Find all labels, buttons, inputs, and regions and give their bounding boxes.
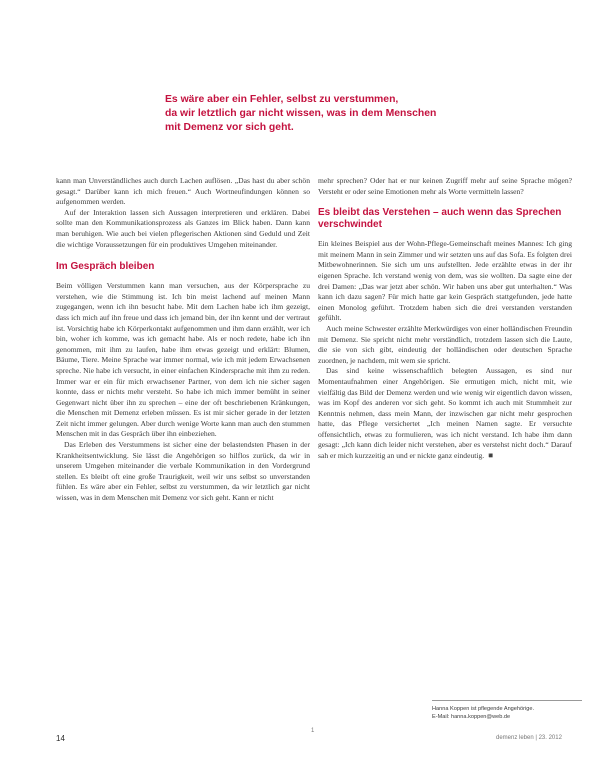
page-number: 14 <box>56 734 65 743</box>
bio-divider <box>432 700 582 701</box>
left-paragraph-2: Auf der Interaktion lassen sich Aussagen interpretieren und erklären. Dabei sollte man den Kommunikationsprozess als Ganzes im Blick haben. Dann kann man beruhigen. Wie auch bei vielen pflegerischen Aktionen sind Geduld und Zeit die wichtige Voraussetzungen für ein produktives Umgehen miteinander. <box>56 207 310 249</box>
right-paragraph-2: Ein kleines Beispiel aus der Wohn-Pflege-Gemeinschaft meines Mannes: Ich ging mit meinem Mann in sein Zimmer und wir setzten uns auf das Sofa. Es folgten drei Mitbewohnerinnen. Sie sich um uns aufstellten. Jede erzählte etwas in der ihr eigenen Sprache. Ich verstand wenig von dem, was sie wollten. Da sagte eine der drei Damen: „Das war jetzt aber schön. Wir haben uns aber gut unterhalten.“ Was kann ich dazu sagen? Für mich hatte gar kein Gespräch stattgefunden, jede hatte einen Monolog geführt. Trotzdem haben sich die drei verstanden verstanden gefühlt. <box>318 239 572 323</box>
pull-quote-line-3: mit Demenz vor sich geht. <box>165 122 294 133</box>
pull-quote-line-1: Es wäre aber ein Fehler, selbst zu verstummen, <box>165 94 399 105</box>
pull-quote <box>165 93 485 135</box>
left-column <box>56 176 310 504</box>
footer-publication: demenz leben | 23. 2012 <box>496 735 562 741</box>
pull-quote-line-2: da wir letztlich gar nicht wissen, was in dem Menschen <box>165 108 437 119</box>
right-paragraph-1: mehr sprechen? Oder hat er nur keinen Zugriff mehr auf seine Sprache mögen? Versteht er oder seine Emotionen mehr als Worte vermitteln lassen? <box>318 176 572 196</box>
footer-center-mark: 1 <box>311 728 315 734</box>
left-paragraph-3: Beim völligen Verstummen kann man versuchen, aus der Körpersprache zu verstehen, wie die Stimmung ist. Ich bin meist lachend auf meinen Mann zugegangen, wenn ich ihn besucht habe. Mit dem Lachen habe ich ihm gezeigt, dass ich mich auf ihn freue und dass ich jemand bin, der ihn kennt und der vertraut ist. Vorsichtig habe ich Körperkontakt aufgenommen und ihm dann erzählt, wer ich bin, woher ich komme, was ich gemacht habe. Als er noch redete, habe ich ihn genommen, mit ihm zu laufen, habe ihm etwas gezeigt und erklärt: Blumen, Bäume, Tiere. Meine Sprache war immer normal, wie ich mit jedem Erwachsenen spreche. Nie habe ich versucht, in einer einfachen Kindersprache mit ihm zu reden. Immer war er ein für mich erwachsener Partner, von dem ich nie sicher sagen konnte, dass er nichts mehr versteht. So habe ich mich immer bemüht in seiner Gegenwart nicht über ihn zu sprechen – eine der oft beschriebenen Kränkungen, die Menschen mit Demenz erleben müssen. Es ist mir sicher gerade in der letzten Zeit nicht immer gelungen. Aber durch wenige Worte kann man auch den stummen Menschen mit in das Gespräch über ihn einbeziehen. <box>56 281 310 439</box>
left-paragraph-4: Das Erleben des Verstummens ist sicher eine der belastendsten Phasen in der Krankheitsentwicklung. Sie lässt die Angehörigen so hilflos zurück, da wir in unserem Umgehen miteinander die verbale Kommunikation in den Vordergrund stellen. Es bleibt oft eine große Traurigkeit, weil wir uns selbst so unverstanden fühlen. Es wäre aber ein Fehler, selbst zu verstummen, da wir letztlich gar nicht wissen, was in dem Menschen mit Demenz vor sich geht. Kann er nicht <box>56 440 310 503</box>
right-paragraph-4: Das sind keine wissenschaftlich belegten Aussagen, es sind nur Momentaufnahmen einer Angehörigen. Sie ermutigen mich, nicht mit, wie vielfältig das Bild der Demenz werden und wie wenig wir eigentlich davon wissen, was im Kopf des anderen vor sich geht. So kommt ich auch mit Stummheit zur Kenntnis nehmen, dass mein Mann, der inzwischen gar nicht mehr gesprochen hatte, das Pflege versichertet „Ich meinen Namen sagte. Er versuchte offensichtlich, etwas zu formulieren, was ich nicht verstand. Ich habe ihm dann gesagt: „Ich kann dich leider nicht verstehen, aber es verstehst nicht doch.“ Darauf sah er mich kurzzeitig an und er nickte ganz eindeutig. ◾ <box>318 366 572 461</box>
section-heading-verstehen: Es bleibt das Verstehen – auch wenn das Sprechen verschwindet <box>318 207 562 231</box>
author-bio <box>432 705 582 721</box>
author-bio-line: Hanna Koppen ist pflegende Angehörige. <box>432 706 535 712</box>
right-column <box>318 176 572 462</box>
section-heading-im-gespraech-bleiben: Im Gespräch bleiben <box>56 261 155 273</box>
left-paragraph-1: kann man Unverständliches auch durch Lachen auflösen. „Das hast du aber schön gesagt.“ Darüber kann ich mich freuen.“ Auch Wortneufindungen können so aufgenommen werden. <box>56 176 310 207</box>
author-email: E-Mail: hanna.koppen@web.de <box>432 714 511 720</box>
right-paragraph-3: Auch meine Schwester erzählte Merkwürdiges von einer holländischen Freundin mit Demenz. Sie spricht nicht mehr verständlich, trotzdem lassen sich die Laute, die sie von sich gibt, eindeutig der holländischen oder deutschen Sprache zuordnen, je nachdem, mit wem sie spricht. <box>318 323 572 365</box>
